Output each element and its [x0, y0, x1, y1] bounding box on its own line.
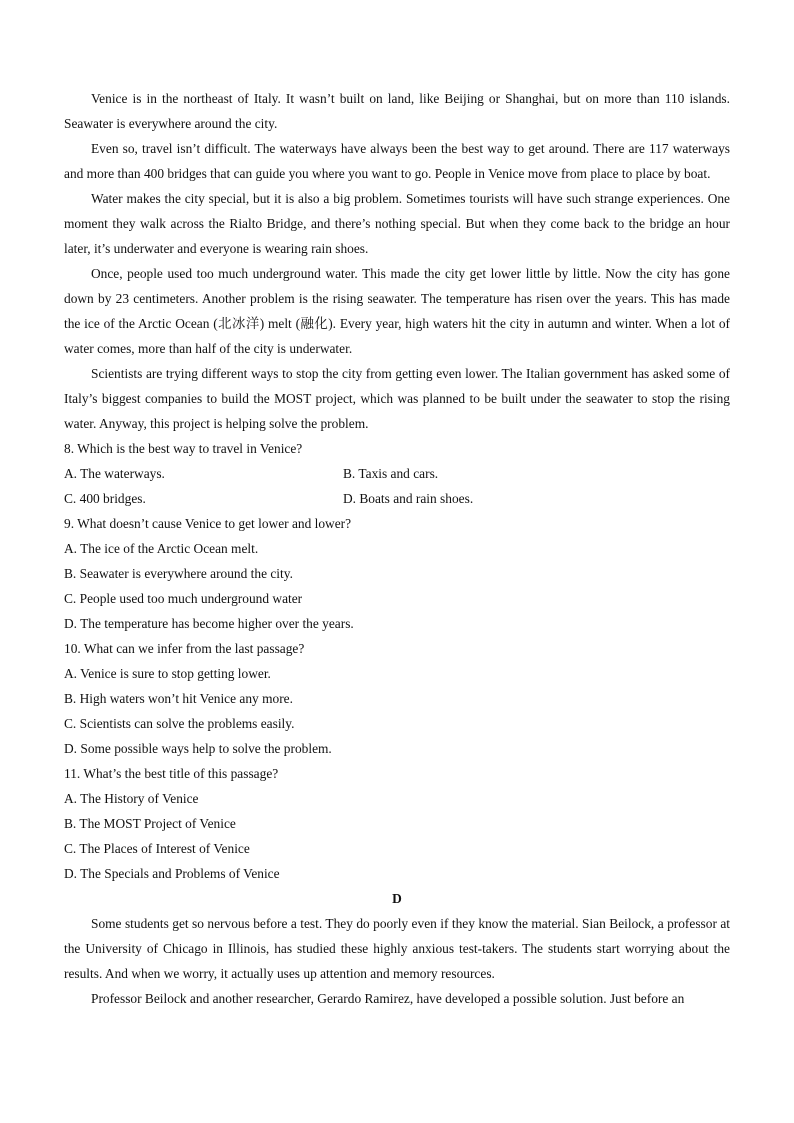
question-9-option-b[interactable]: B. Seawater is everywhere around the city. [64, 566, 293, 581]
question-11-option-c[interactable]: C. The Places of Interest of Venice [64, 841, 250, 856]
section-d-paragraph-1: Some students get so nervous before a test. They do poorly even if they know the material. Sian Beilock, a professor at the University of Chicago in Illinois, has studied these highly anxious test-takers. The students start worrying about the results. And when we worry, it actually uses up attention and memory resources. [64, 916, 730, 981]
question-8-option-b[interactable]: B. Taxis and cars. [343, 466, 439, 481]
question-9-option-a[interactable]: A. The ice of the Arctic Ocean melt. [64, 541, 259, 556]
document-page [64, 86, 730, 1011]
passage-c-paragraph-4: Once, people used too much underground water. This made the city get lower little by little. Now the city has gone down by 23 centimeters. Another problem is the rising seawater. The temperature has risen over the years. This has made the ice of the Arctic Ocean (北冰洋) melt (融化). Every year, high waters hit the city in autumn and winter. When a lot of water comes, more than half of the city is underwater. [64, 266, 730, 356]
question-9-stem: 9. What doesn’t cause Venice to get lower and lower? [64, 516, 352, 531]
question-9-option-d[interactable]: D. The temperature has become higher over the years. [64, 616, 354, 631]
question-8-stem: 8. Which is the best way to travel in Venice? [64, 441, 303, 456]
question-10-stem: 10. What can we infer from the last passage? [64, 641, 305, 656]
question-9 [64, 511, 730, 636]
question-11-stem: 11. What’s the best title of this passage? [64, 766, 279, 781]
question-8-options-row-2 [64, 486, 730, 511]
question-8-option-c[interactable]: C. 400 bridges. [64, 491, 146, 506]
question-10-option-a[interactable]: A. Venice is sure to stop getting lower. [64, 666, 271, 681]
question-8 [64, 436, 730, 511]
section-d-heading: D [392, 891, 402, 906]
question-8-option-d[interactable]: D. Boats and rain shoes. [343, 491, 474, 506]
question-8-options-row-1 [64, 461, 730, 486]
question-9-option-c[interactable]: C. People used too much underground water [64, 591, 303, 606]
question-10-option-c[interactable]: C. Scientists can solve the problems easily. [64, 716, 295, 731]
section-d-paragraph-2: Professor Beilock and another researcher, Gerardo Ramirez, have developed a possible solution. Just before an [91, 991, 685, 1006]
question-10-option-b[interactable]: B. High waters won’t hit Venice any more. [64, 691, 293, 706]
question-11-option-d[interactable]: D. The Specials and Problems of Venice [64, 866, 280, 881]
passage-c-paragraph-5: Scientists are trying different ways to stop the city from getting even lower. The Italian government has asked some of Italy’s biggest companies to build the MOST project, which was planned to be built under the seawater to stop the rising water. Anyway, this project is helping solve the problem. [64, 366, 730, 431]
passage-c-paragraph-3: Water makes the city special, but it is also a big problem. Sometimes tourists will have such strange experiences. One moment they walk across the Rialto Bridge, and there’s nothing special. But when they come back to the bridge an hour later, it’s underwater and everyone is wearing rain shoes. [64, 191, 730, 256]
question-11-option-a[interactable]: A. The History of Venice [64, 791, 199, 806]
question-8-option-a[interactable]: A. The waterways. [64, 466, 165, 481]
passage-c-paragraph-2: Even so, travel isn’t difficult. The waterways have always been the best way to get around. There are 117 waterways and more than 400 bridges that can guide you where you want to go. People in Venice move from place to place by boat. [64, 141, 730, 181]
passage-c-paragraph-1: Venice is in the northeast of Italy. It wasn’t built on land, like Beijing or Shanghai, but on more than 110 islands. Seawater is everywhere around the city. [64, 91, 730, 131]
question-11-option-b[interactable]: B. The MOST Project of Venice [64, 816, 236, 831]
question-11 [64, 761, 730, 886]
question-10-option-d[interactable]: D. Some possible ways help to solve the problem. [64, 741, 332, 756]
question-10 [64, 636, 730, 761]
